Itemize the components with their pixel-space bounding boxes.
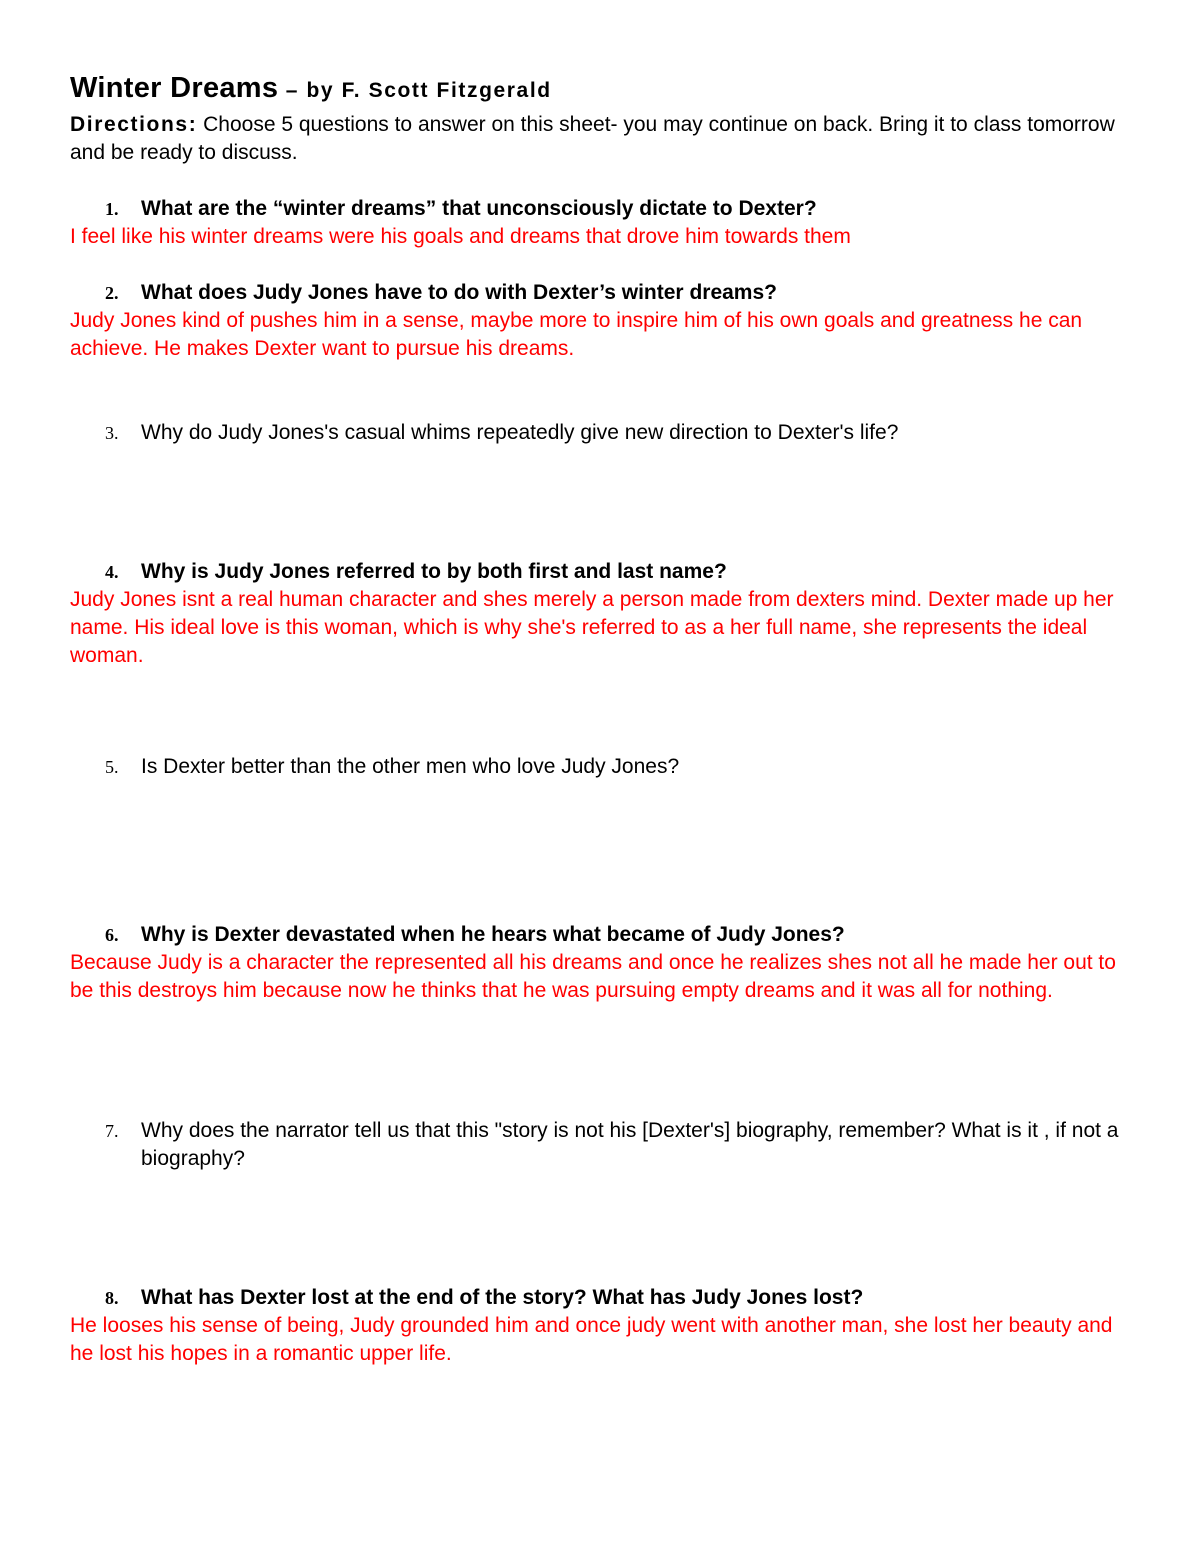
- question-item-7: [70, 1117, 1150, 1173]
- question-item-8: [70, 1284, 1150, 1368]
- question-number: 2.: [105, 283, 119, 303]
- question-number: 7.: [105, 1121, 119, 1141]
- question-number: 5.: [105, 757, 119, 777]
- title-byline: – by F. Scott Fitzgerald: [278, 79, 552, 102]
- title-text: Winter Dreams: [70, 72, 279, 104]
- question-text: Why is Dexter devastated when he hears what became of Judy Jones?: [141, 923, 845, 946]
- question-text: What has Dexter lost at the end of the story? What has Judy Jones lost?: [141, 1286, 864, 1309]
- question-number: 1.: [105, 199, 119, 219]
- question-number: 6.: [105, 925, 119, 945]
- document-title: [70, 72, 552, 105]
- answer-text: I feel like his winter dreams were his goals and dreams that drove him towards them: [70, 225, 851, 248]
- question-item-2: [70, 279, 1150, 363]
- directions-label: Directions:: [70, 113, 198, 136]
- question-text: Why does the narrator tell us that this "story is not his [Dexter's] biography, remember? What is it , if not a biography?: [141, 1119, 1119, 1170]
- question-line: [70, 558, 1150, 586]
- question-line: [70, 1117, 1150, 1173]
- question-line: [70, 921, 1150, 949]
- question-text: Why is Judy Jones referred to by both first and last name?: [141, 560, 727, 583]
- answer-text: Judy Jones isnt a real human character and shes merely a person made from dexters mind. Dexter made up her name. His ideal love is this woman, which is why she's referred to as a her full name, she represents the ideal woman.: [70, 588, 1114, 667]
- question-text: Is Dexter better than the other men who love Judy Jones?: [141, 755, 680, 778]
- question-number: 8.: [105, 1288, 119, 1308]
- answer-text: Judy Jones kind of pushes him in a sense, maybe more to inspire him of his own goals and greatness he can achieve. He makes Dexter want to pursue his dreams.: [70, 309, 1083, 360]
- question-line: [70, 419, 1150, 447]
- question-number: 3.: [105, 423, 119, 443]
- question-line: [70, 279, 1150, 307]
- answer-text: He looses his sense of being, Judy grounded him and once judy went with another man, she lost her beauty and he lost his hopes in a romantic upper life.: [70, 1314, 1113, 1365]
- question-item-3: [70, 419, 1150, 447]
- directions-text: Choose 5 questions to answer on this sheet- you may continue on back. Bring it to class tomorrow and be ready to discuss.: [70, 113, 1115, 164]
- question-number: 4.: [105, 562, 119, 582]
- answer-text: Because Judy is a character the represented all his dreams and once he realizes shes not all he made her out to be this destroys him because now he thinks that he was pursuing empty dreams and it was all for nothing.: [70, 951, 1116, 1002]
- question-item-5: [70, 753, 1150, 781]
- question-text: What are the “winter dreams” that unconsciously dictate to Dexter?: [141, 197, 817, 220]
- question-text: What does Judy Jones have to do with Dexter’s winter dreams?: [141, 281, 777, 304]
- question-line: [70, 753, 1150, 781]
- directions-paragraph: [70, 111, 1140, 167]
- question-item-6: [70, 921, 1150, 1005]
- question-item-1: [70, 195, 1150, 251]
- question-line: [70, 195, 1150, 223]
- question-line: [70, 1284, 1150, 1312]
- question-text: Why do Judy Jones's casual whims repeatedly give new direction to Dexter's life?: [141, 421, 899, 444]
- question-item-4: [70, 558, 1150, 670]
